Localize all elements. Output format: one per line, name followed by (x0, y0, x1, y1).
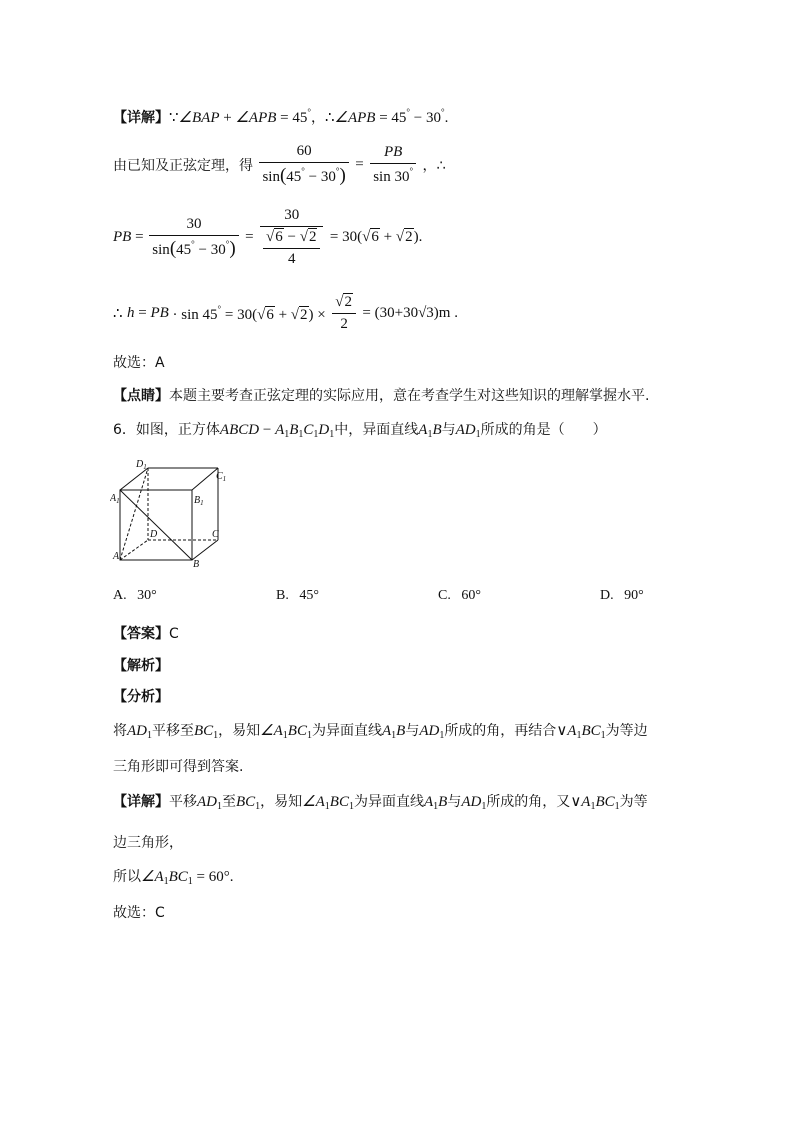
detail2-tag: 【详解】 (113, 794, 169, 810)
answer-line (113, 623, 179, 643)
label-D: D (150, 529, 158, 540)
fenxi-tag: 【分析】 (113, 689, 169, 705)
fraction-pb: $\frac{PB}{\sin 30^\circ}$ (370, 144, 416, 186)
because-symbol: ∵ (169, 110, 179, 126)
comment-tag: 【点睛】 (113, 388, 169, 404)
h-equation: ∴ h = PB · sin 45° = 30(√6 + √2) × $\frac{√2}{2}$ = (30+30√3)m . (113, 294, 458, 332)
fenxi-line-2: 三角形即可得到答案. (113, 759, 244, 775)
fraction-30-a: $\frac{30}{\sin(45^\circ - 30^\circ)}$ (149, 216, 238, 260)
pb-equation: PB = $\frac{30}{\sin(45^\circ - 30^\circ)}$ = $\frac{30}{\frac{√6 - √2}{4}}$ = 30(√6 + √2). (113, 207, 423, 267)
detail2-line-3: 所以$\angle A_1BC_1 = 60^\circ$. (113, 869, 234, 887)
label-C: C (212, 529, 219, 540)
detail-line-1: 【详解】∵∠BAP + ∠APB = 45°，∴∠APB = 45° − 30°. (113, 107, 449, 126)
answer-value: C (169, 626, 179, 642)
label-A: A (113, 551, 120, 562)
label-B1: $B_1$ (194, 495, 204, 507)
label-D1: $D_1$ (136, 459, 147, 471)
final-answer-c: 故选：C (113, 905, 165, 921)
cube-figure (110, 455, 235, 570)
detail2-line-2: 边三角形， (113, 835, 183, 851)
comment-text: 本题主要考查正弦定理的实际应用，意在考查学生对这些知识的理解掌握水平. (169, 388, 650, 404)
answer-select-a: 故选：A (113, 355, 165, 371)
detail-tag: 【详解】 (113, 110, 169, 126)
analysis-tag: 【解析】 (113, 658, 169, 674)
fraction-sqrt2-over-2: $\frac{√2}{2}$ (332, 294, 356, 333)
label-B: B (193, 559, 200, 570)
option-c: C. 60° (438, 588, 481, 603)
sine-rule-intro: 由已知及正弦定理，得 (113, 158, 253, 174)
answer-tag: 【答案】 (113, 626, 169, 642)
option-d: D. 90° (600, 588, 644, 603)
fraction-30-b: $\frac{30}{\frac{√6 - √2}{4}}$ (260, 207, 323, 268)
question-6: 6．如图，正方体ABCD − $A_1B_1C_1D_1$中，异面直线$A_1B$与$AD_1$所成的角是（ ） (113, 422, 607, 440)
detail2-line-1: 【详解】平移$AD_1$至$BC_1$，易知$\angle A_1BC_1$为异面直线$A_1B$与$AD_1$所成的角，又$\vee A_1BC_1$为等 (113, 794, 648, 812)
option-a: A. 30° (113, 588, 157, 603)
diagonal-ad1 (120, 468, 148, 560)
label-C1: $C_1$ (216, 471, 227, 483)
fraction-60: $\frac{60}{\sin(45^\circ - 30^\circ)}$ (259, 143, 348, 187)
option-b: B. 45° (276, 588, 319, 603)
sine-rule-line: 由已知及正弦定理，得 $\frac{60}{\sin(45^\circ - 30^\circ)}$ = $\frac{PB}{\sin 30^\circ}$ ，∴ (113, 143, 446, 186)
fenxi-line-1: 将$AD_1$平移至$BC_1$，易知$\angle A_1BC_1$为异面直线$A_1B$与$AD_1$所成的角，再结合$\vee A_1BC_1$为等边 (113, 723, 648, 741)
comment-line (113, 385, 649, 405)
label-A1: $A_1$ (110, 493, 120, 505)
